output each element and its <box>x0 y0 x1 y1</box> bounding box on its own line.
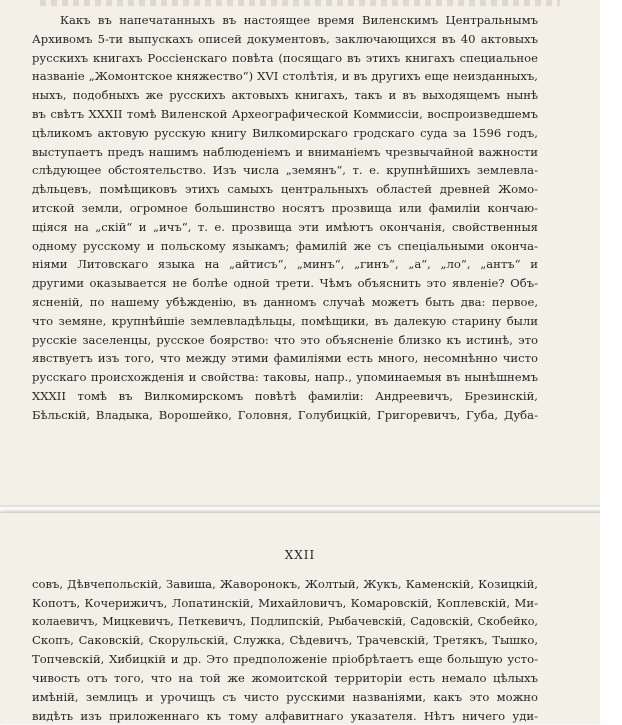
page-number: XXII <box>284 548 316 562</box>
text-line: въ свѣтъ XXXII томѣ Виленской Археографической Коммиссіи, воспроизведшемъ <box>32 106 538 121</box>
right-margin <box>600 0 622 724</box>
bleed-through-text <box>40 0 560 6</box>
text-line: другими оказывается не болѣе одной трети. Чѣмъ объяснить это явленіе? Объ- <box>32 276 538 291</box>
text-line: чивость отъ того, что на той же жомоитской территоріи есть немало цѣлыхъ <box>32 670 538 685</box>
text-line: выступаетъ предъ нашимъ наблюденіемъ и вниманіемъ чрезвычайной важности <box>32 144 538 159</box>
text-line: ніями Литовскаго языка на „айтисъ“, „минъ“, „гинъ“, „а“, „ло“, „антъ“ и <box>32 257 538 272</box>
text-line: цѣликомъ актовую русскую книгу Вилкомирскаго гродскаго суда за 1596 годъ, <box>32 125 538 140</box>
text-line: дѣльцевъ, помѣщиковъ этихъ самыхъ центральныхъ областей древней Жомо- <box>32 182 538 197</box>
page-gutter <box>0 505 622 513</box>
text-line: итской земли, огромное большинство носятъ прозвища или фамиліи кончаю- <box>32 200 538 215</box>
text-line: совъ, Дѣвчепольскій, Завиша, Жаворонокъ, Жолтый, Жукъ, Каменскій, Козицкій, <box>32 577 538 591</box>
text-line: ясненій, по нашему убѣжденію, въ данномъ случаѣ можетъ быть два: первое, <box>32 294 538 309</box>
text-line: щіяся на „скій“ и „ичъ“, т. е. прозвища эти имѣютъ окончанія, свойственныя <box>32 219 538 234</box>
text-line: имѣній, землицъ и урочищъ съ чисто русскими названіями, какъ это можно <box>32 689 538 704</box>
bottom-page-text <box>32 575 538 725</box>
text-line: явствуетъ изъ того, что между этими фамиліями есть много, несомнѣнно чисто <box>32 351 538 366</box>
text-line: русскихъ книгахъ Россіенскаго повѣта (посящаго въ этихъ книгахъ специальное <box>32 50 538 65</box>
text-line: названіе „Жомонтское княжество“) XVI столѣтія, и въ другихъ еще неизданныхъ, <box>32 69 538 84</box>
text-line: одному русскому и польскому языкамъ; фамилій же съ спеціальными оконча- <box>32 238 538 253</box>
text-line: Бѣльскій, Владыка, Ворошейко, Головня, Голубицкій, Григоревичъ, Губа, Дуба- <box>32 407 538 422</box>
text-line: русскаго происхожденія и свойства: таковы, напр., упоминаемыя въ нынѣшнемъ <box>32 370 538 385</box>
text-line: видѣть изъ приложеннаго къ тому алфавитнаго указателя. Нѣтъ ничего уди- <box>32 708 538 723</box>
text-line: колаевичъ, Мицкевичъ, Петкевичъ, Подлипскій, Рыбачевскій, Садовскій, Скобейко, <box>32 614 538 628</box>
text-line: Какъ въ напечатанныхъ въ настоящее время Виленскимъ Центральнымъ <box>60 13 538 27</box>
text-line: XXXII томѣ въ Вилкомирскомъ повѣтѣ фамиліи: Андреевичъ, Брезинскій, <box>32 388 538 403</box>
text-line: ныхъ, подобныхъ же русскихъ актовыхъ книгахъ, такъ и въ выходящемъ нынѣ <box>32 88 538 103</box>
text-line: русскіе заселенцы, русское боярство: что это объясненіе близко къ истинѣ, это <box>32 332 538 347</box>
top-page-text <box>32 11 538 425</box>
text-line: слѣдующее обстоятельство. Изъ числа „земянъ“, т. е. крупнѣйшихъ землевла- <box>32 163 538 178</box>
text-line: Скопъ, Саковскій, Скорульскій, Служка, Сѣдевичъ, Трачевскій, Третякъ, Тышко, <box>32 633 538 648</box>
text-line: Копотъ, Кочерижичъ, Лопатинскій, Михайловичъ, Комаровскій, Коплевскій, Ми- <box>32 595 538 610</box>
text-line: Топчевскій, Хибицкій и др. Это предположеніе пріобрѣтаетъ еще большую усто- <box>32 652 538 667</box>
text-line: что земяне, крупнѣйшіе землевладѣльцы, помѣщики, въ далекую старину были <box>32 313 538 328</box>
text-line: Архивомъ 5-ти выпускахъ описей документовъ, заключающихся въ 40 актовыхъ <box>32 31 538 46</box>
